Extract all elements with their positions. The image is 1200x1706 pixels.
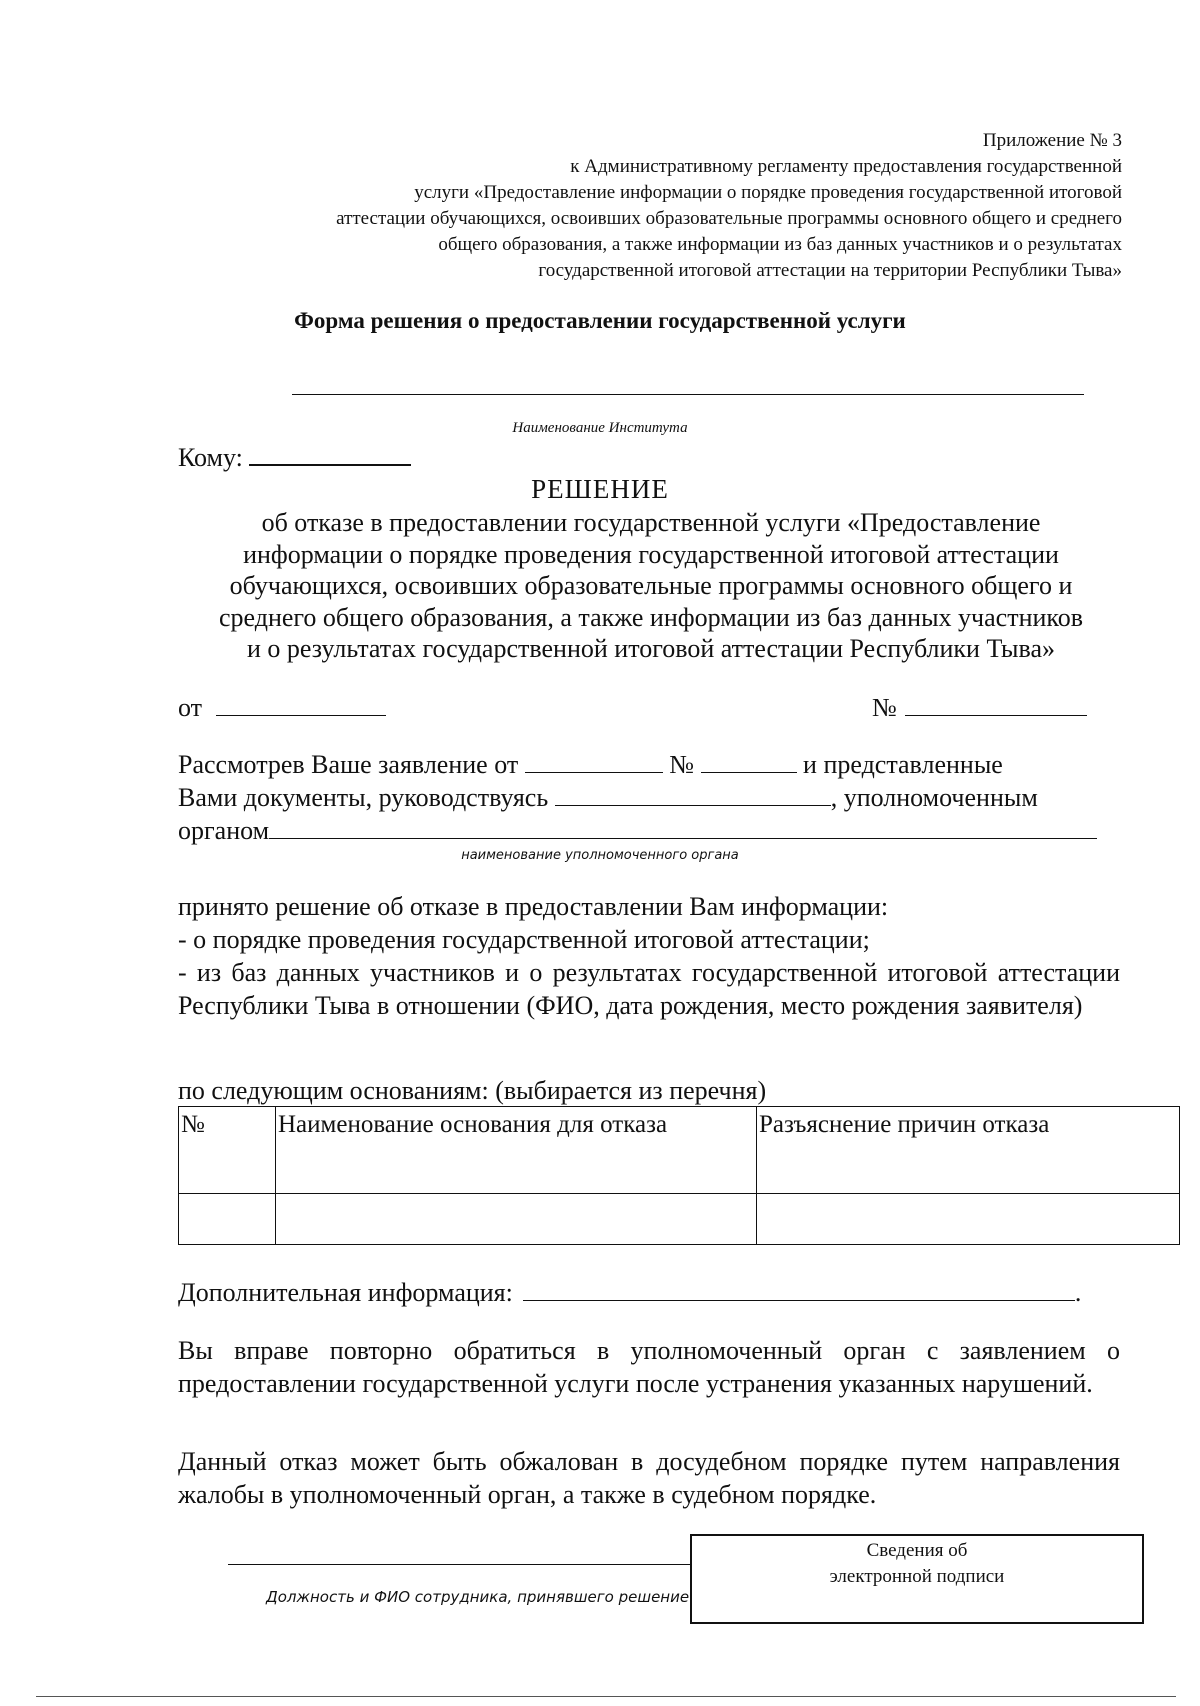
review-line-1 <box>178 748 1120 781</box>
institution-caption: Наименование Института <box>512 420 688 436</box>
additional-info-field <box>178 1278 1081 1308</box>
electronic-signature-box <box>690 1534 1144 1624</box>
table-cell <box>276 1194 757 1245</box>
appendix-line: услуги «Предоставление информации о порядке проведения государственной итоговой <box>414 182 1122 203</box>
decision-number-field <box>872 693 1087 723</box>
decision-subject-line: среднего общего образования, а также информации из баз данных участников <box>218 602 1083 632</box>
organ-caption: наименование уполномоченного органа <box>461 848 739 863</box>
recipient-blank <box>249 440 411 466</box>
decision-subject-line: и о результатах государственной итоговой аттестации Республики Тыва» <box>247 634 1055 663</box>
appendix-line: государственной итоговой аттестации на территории Республики Тыва» <box>538 260 1122 281</box>
institution-blank-line <box>292 394 1084 395</box>
decision-date-field <box>178 693 386 723</box>
number-label: № <box>872 693 897 722</box>
decision-heading: РЕШЕНИЕ <box>531 474 669 504</box>
review-paragraph <box>178 748 1120 847</box>
decision-text-line: - из баз данных участников и о результатах государственной итоговой аттестации Республики Тыва в отношении (ФИО, дата рождения, место рождения заявителя) <box>178 958 1120 1020</box>
esign-line: электронной подписи <box>829 1566 1005 1587</box>
basis-blank <box>555 783 831 806</box>
table-cell <box>179 1194 276 1245</box>
recipient-label: Кому: <box>178 443 243 472</box>
review-text: Рассмотрев Ваше заявление от <box>178 750 519 779</box>
review-line-3 <box>178 814 1120 847</box>
reapply-paragraph: Вы вправе повторно обратиться в уполномоченный орган с заявлением о предоставлении государственной услуги после устранения указанных нарушений. <box>178 1336 1120 1398</box>
table-header-cell: Разъяснение причин отказа <box>757 1107 1180 1194</box>
table-header-cell: № <box>179 1107 276 1194</box>
appendix-line: к Административному регламенту предоставления государственной <box>570 156 1122 177</box>
decision-subject <box>168 507 1134 665</box>
grounds-label: по следующим основаниям: (выбирается из перечня) <box>178 1076 767 1105</box>
appendix-line: общего образования, а также информации из баз данных участников и о результатах <box>438 234 1122 255</box>
decision-text-line: - о порядке проведения государственной итоговой аттестации; <box>178 925 870 954</box>
signature-caption: Должность и ФИО сотрудника, принявшего решение <box>266 1588 690 1606</box>
decision-subject-line: обучающихся, освоивших образовательные программы основного общего и <box>229 571 1073 600</box>
additional-info-label: Дополнительная информация: <box>178 1278 513 1307</box>
review-text: Вами документы, руководствуясь <box>178 783 549 812</box>
signature-blank-line <box>228 1564 690 1565</box>
table-header-row <box>179 1107 1180 1194</box>
appendix-header <box>162 128 1122 284</box>
application-number-blank <box>701 750 797 773</box>
number-blank <box>905 693 1087 716</box>
decision-subject-line: информации о порядке проведения государственной итоговой аттестации <box>243 539 1059 569</box>
appendix-line: Приложение № 3 <box>982 130 1122 151</box>
decision-text <box>178 890 1120 1022</box>
date-blank <box>216 693 386 716</box>
review-line-2 <box>178 781 1120 814</box>
form-title: Форма решения о предоставлении государственной услуги <box>294 308 906 333</box>
additional-info-end: . <box>1074 1278 1082 1307</box>
refusal-grounds-table <box>178 1106 1180 1245</box>
appeal-paragraph: Данный отказ может быть обжалован в досудебном порядке путем направления жалобы в уполномоченный орган, а также в судебном порядке. <box>178 1447 1120 1509</box>
table-row <box>179 1194 1180 1245</box>
appendix-line: аттестации обучающихся, освоивших образовательные программы основного общего и среднего <box>336 208 1122 229</box>
table-header-cell: Наименование основания для отказа <box>276 1107 757 1194</box>
review-text: , уполномоченным <box>830 783 1038 812</box>
review-text: органом <box>178 816 270 845</box>
decision-subject-line: об отказе в предоставлении государственной услуги «Предоставление <box>261 508 1041 537</box>
review-text: и представленные <box>803 750 1003 779</box>
review-number-sign: № <box>669 750 695 779</box>
decision-text-line: принято решение об отказе в предоставлении Вам информации: <box>178 892 889 921</box>
recipient-field <box>178 440 411 473</box>
organ-blank <box>269 816 1097 839</box>
application-date-blank <box>525 750 663 773</box>
page-bottom-rule <box>36 1696 1176 1697</box>
table-cell <box>757 1194 1180 1245</box>
esign-line: Сведения об <box>866 1540 968 1561</box>
date-label: от <box>178 693 203 722</box>
additional-info-blank <box>523 1278 1075 1301</box>
